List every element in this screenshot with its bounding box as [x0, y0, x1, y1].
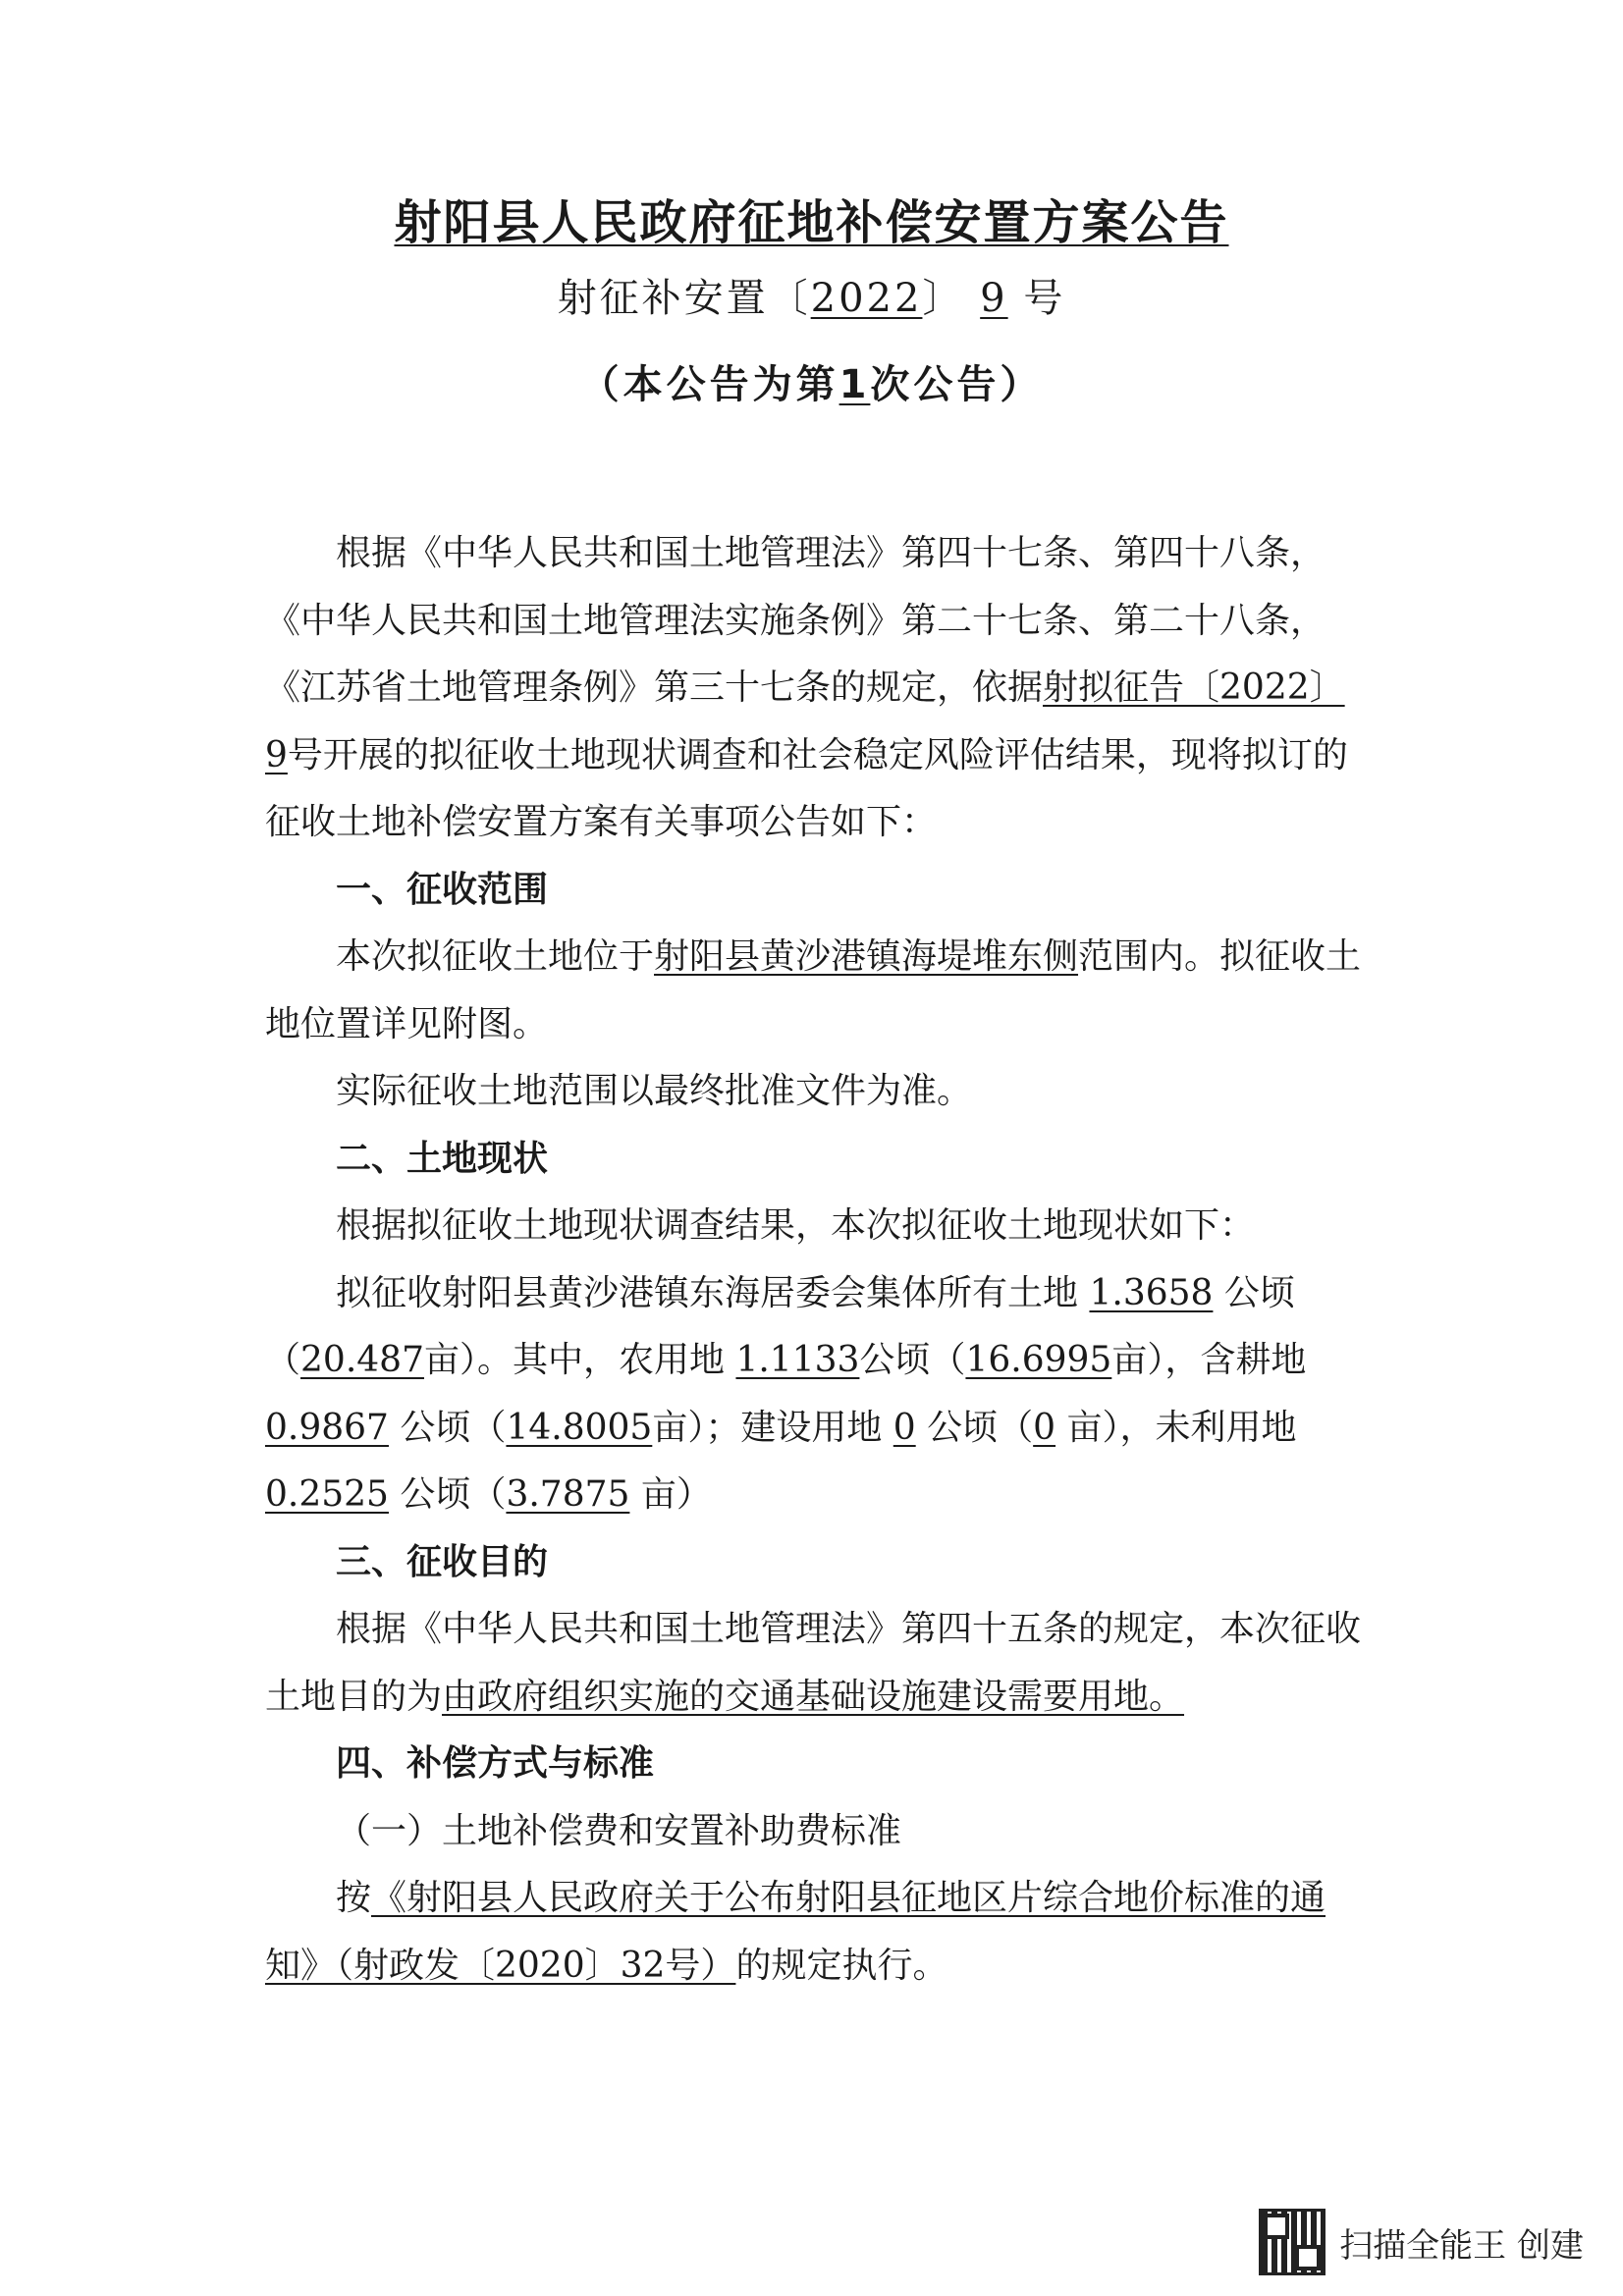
section2-paragraph-1: 根据拟征收土地现状调查结果，本次拟征收土地现状如下：: [336, 1205, 1256, 1246]
announcement-round: [0, 353, 1623, 409]
section2-heading: 二、土地现状: [336, 1138, 549, 1179]
section3-heading: 三、征收目的: [336, 1541, 549, 1582]
land-text-b: 公顷（: [265, 1272, 1295, 1380]
section3-text: 根据《中华人民共和国土地管理法》第四十五条的规定，本次征收土地目的为: [265, 1609, 1362, 1717]
section4-text-a: 按: [336, 1878, 372, 1918]
land-text-f: 公顷（: [400, 1407, 507, 1448]
land-text-h: 公顷（: [927, 1407, 1034, 1448]
round-suffix: 次公告）: [870, 362, 1044, 407]
document-number: [0, 267, 1623, 323]
section4-doc-reference: 《射阳县人民政府关于公布射阳县征地区片综合地价标准的通知》（射政发〔2020〕32号）: [265, 1878, 1326, 1986]
section4-paragraph: [265, 1865, 1365, 2000]
section1-heading: 一、征收范围: [336, 869, 549, 910]
land-text-e: 亩），含耕地: [1111, 1340, 1307, 1380]
land-text-j: 公顷（: [400, 1474, 507, 1515]
qr-code-icon: [1259, 2209, 1325, 2275]
land-text-k: 亩）: [640, 1474, 712, 1515]
doc-bracket-close: 〕: [922, 276, 965, 321]
section1-paragraph-2: 实际征收土地范围以最终批准文件为准。: [336, 1071, 973, 1111]
section3-paragraph: [265, 1596, 1365, 1731]
arable-mu: 14.8005: [506, 1407, 653, 1448]
land-text-d: 公顷（: [859, 1340, 966, 1380]
intro-paragraph: [265, 520, 1365, 857]
section1-text-b: 范围内。拟征收土地位置详见附图。: [265, 936, 1362, 1044]
doc-num: 9: [980, 276, 1008, 321]
title-text: 射阳县人民政府征地补偿安置方案公告: [394, 195, 1229, 250]
section1-text-a: 本次拟征收土地位于: [336, 936, 655, 977]
land-text-c: 亩）。其中，农用地: [423, 1340, 725, 1380]
unused-mu: 3.7875: [506, 1474, 630, 1515]
round-num: 1: [839, 362, 871, 407]
build-hectares: 0: [893, 1407, 916, 1448]
land-text-a: 拟征收射阳县黄沙港镇东海居委会集体所有土地: [336, 1272, 1079, 1313]
section4-heading: 四、补偿方式与标准: [336, 1743, 655, 1784]
section4-text-b: 的规定执行。: [735, 1945, 948, 1986]
land-text-g: 亩）；建设用地: [652, 1407, 883, 1448]
unused-hectares: 0.2525: [265, 1474, 389, 1515]
intro-text-1: 根据《中华人民共和国土地管理法》第四十七条、第四十八条，《中华人民共和国土地管理法实施条例》第二十七条、第二十八条，《江苏省土地管理条例》第三十七条的规定，依据: [265, 533, 1326, 708]
doc-year: 2022: [810, 276, 923, 321]
document-body: [265, 520, 1365, 2000]
doc-suffix: 号: [1023, 276, 1066, 321]
land-text-i: 亩），未利用地: [1066, 1407, 1297, 1448]
section2-paragraph-2: [265, 1260, 1365, 1529]
doc-prefix: 射征补安置〔: [557, 276, 811, 321]
scanner-label: 扫描全能王 创建: [1339, 2225, 1584, 2266]
scanner-watermark: [1259, 2209, 1584, 2275]
agri-hectares: 1.1133: [735, 1340, 860, 1380]
section1-location: 射阳县黄沙港镇海堤堆东侧: [654, 936, 1079, 977]
total-hectares: 1.3658: [1089, 1272, 1214, 1313]
agri-mu: 16.6995: [965, 1340, 1112, 1380]
round-prefix: （本公告为第: [579, 362, 839, 407]
intro-reference: 射拟征告〔2022〕9: [265, 667, 1345, 775]
arable-hectares: 0.9867: [265, 1407, 389, 1448]
section1-paragraph-1: [265, 924, 1365, 1058]
build-mu: 0: [1033, 1407, 1056, 1448]
section3-purpose: 由政府组织实施的交通基础设施建设需要用地。: [442, 1676, 1185, 1717]
intro-text-2: 号开展的拟征收土地现状调查和社会稳定风险评估结果，现将拟订的征收土地补偿安置方案有关事项公告如下：: [265, 734, 1348, 842]
total-mu: 20.487: [300, 1340, 424, 1380]
section4-subheading: （一）土地补偿费和安置补助费标准: [336, 1810, 902, 1851]
page-title: [0, 185, 1623, 252]
